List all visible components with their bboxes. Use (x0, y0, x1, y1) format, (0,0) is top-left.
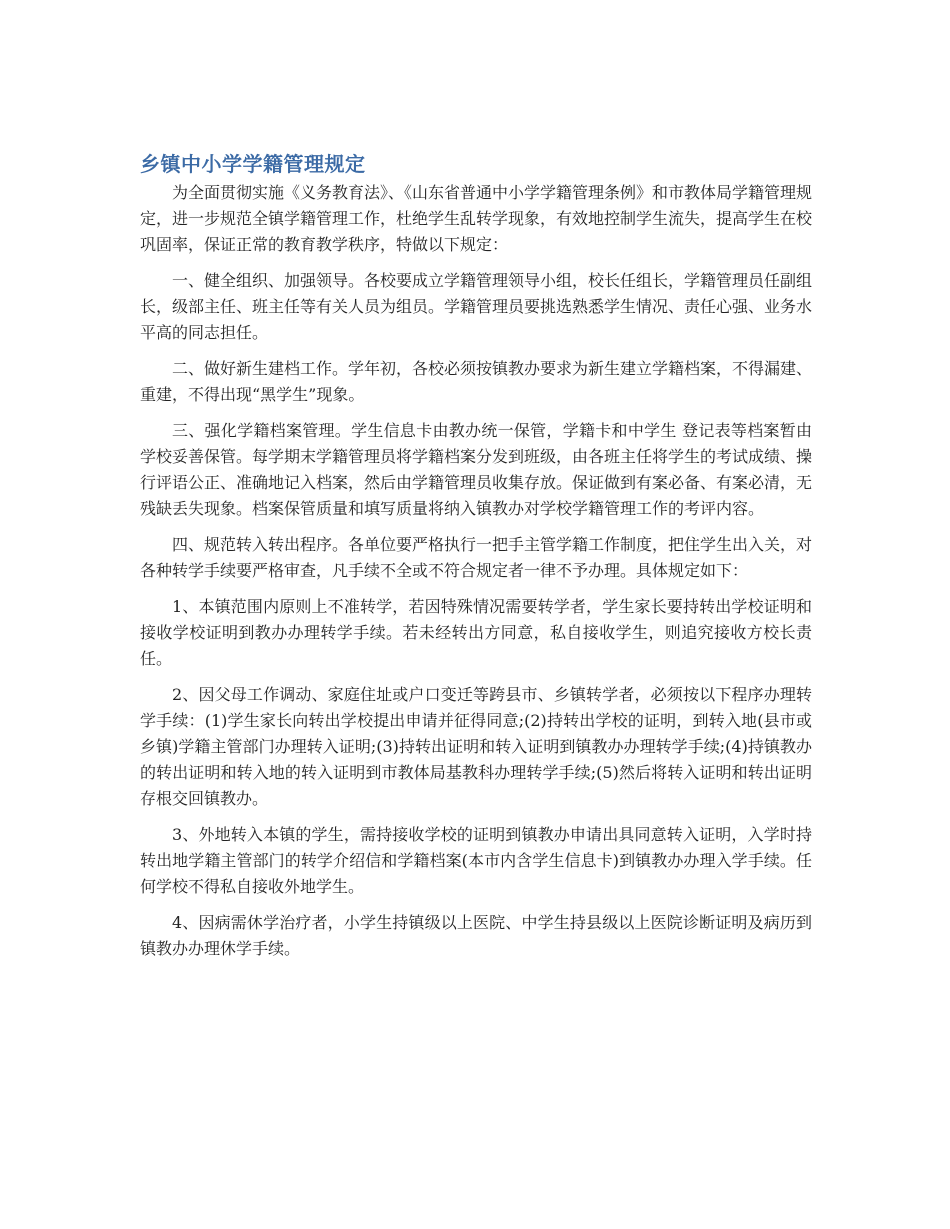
paragraph-intro: 为全面贯彻实施《义务教育法》、《山东省普通中小学学籍管理条例》和市教体局学籍管理规定，进一步规范全镇学籍管理工作，杜绝学生乱转学现象，有效地控制学生流失，提高学生在校巩固率，保证正常的教育教学秩序，特做以下规定： (140, 183, 813, 254)
paragraph-rule-3: 3、外地转入本镇的学生，需持接收学校的证明到镇教办申请出具同意转入证明，入学时持转出地学籍主管部门的转学介绍信和学籍档案(本市内含学生信息卡)到镇教办办理入学手续。任何学校不得私自接收外地学生。 (140, 825, 812, 896)
document-body (140, 150, 812, 972)
paragraph-section-3: 三、强化学籍档案管理。学生信息卡由教办统一保管，学籍卡和中学生 登记表等档案暂由学校妥善保管。每学期末学籍管理员将学籍档案分发到班级，由各班主任将学生的考试成绩、操行评语公正、准确地记入档案，然后由学籍管理员收集存放。保证做到有案必备、有案必清，无残缺丢失现象。档案保管质量和填写质量将纳入镇教办对学校学籍管理工作的考评内容。 (140, 421, 813, 518)
document-title: 乡镇中小学学籍管理规定 (140, 152, 366, 176)
paragraph-section-2: 二、做好新生建档工作。学年初，各校必须按镇教办要求为新生建立学籍档案，不得漏建、重建，不得出现“黑学生”现象。 (140, 359, 813, 404)
paragraph-rule-2: 2、因父母工作调动、家庭住址或户口变迁等跨县市、乡镇转学者，必须按以下程序办理转学手续：(1)学生家长向转出学校提出申请并征得同意;(2)持转出学校的证明，到转入地(县市或乡镇)学籍主管部门办理转入证明;(3)持转出证明和转入证明到镇教办办理转学手续;(4)持镇教办的转出证明和转入地的转入证明到市教体局基教科办理转学手续;(5)然后将转入证明和转出证明存根交回镇教办。 (140, 685, 812, 808)
paragraph-rule-1: 1、本镇范围内原则上不准转学，若因特殊情况需要转学者，学生家长要持转出学校证明和接收学校证明到教办办理转学手续。若未经转出方同意，私自接收学生，则追究接收方校长责任。 (140, 597, 812, 668)
paragraph-section-1: 一、健全组织、加强领导。各校要成立学籍管理领导小组，校长任组长，学籍管理员任副组长，级部主任、班主任等有关人员为组员。学籍管理员要挑选熟悉学生情况、责任心强、业务水平高的同志担任。 (140, 271, 813, 342)
paragraph-rule-4: 4、因病需休学治疗者，小学生持镇级以上医院、中学生持县级以上医院诊断证明及病历到镇教办办理休学手续。 (140, 913, 812, 958)
paragraph-section-4: 四、规范转入转出程序。各单位要严格执行一把手主管学籍工作制度，把住学生出入关，对各种转学手续要严格审查，凡手续不全或不符合规定者一律不予办理。具体规定如下： (140, 535, 813, 580)
